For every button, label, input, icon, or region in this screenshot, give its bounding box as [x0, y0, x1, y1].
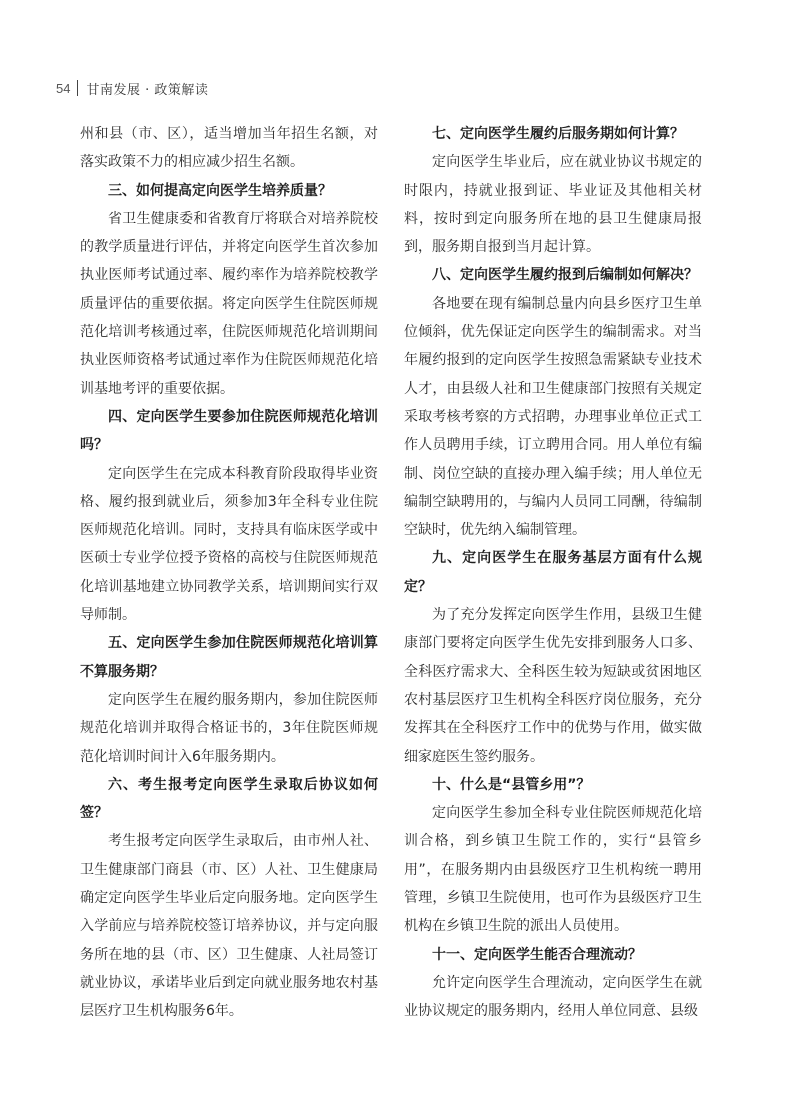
section-heading: 十、什么是“县管乡用”？ [432, 776, 591, 793]
paragraph: 定向医学生毕业后，应在就业协议书规定的时限内，持就业报到证、毕业证及其他相关材料，按时到定向服务所在地的县卫生健康局报到，服务期自报到当月起计算。 [404, 154, 702, 256]
header-divider [77, 80, 78, 96]
section-heading: 十一、定向医学生能否合理流动？ [432, 946, 642, 963]
paragraph: 定向医学生在履约服务期内，参加住院医师规范化培训并取得合格证书的，3年住院医师规范化培训时间计入6年服务期内。 [80, 691, 378, 765]
page-number: 54 [56, 80, 71, 96]
running-header [56, 78, 208, 98]
publication-title: 甘南发展 · 政策解读 [86, 82, 209, 98]
section-heading: 三、如何提高定向医学生培养质量？ [108, 182, 332, 199]
section-heading: 四、定向医学生要参加住院医师规范化培训吗？ [80, 408, 378, 454]
paragraph: 考生报考定向医学生录取后，由市州人社、卫生健康部门商县（市、区）人社、卫生健康局确定定向医学生毕业后定向服务地。定向医学生入学前应与培养院校签订培养协议，并与定向服务所在地的县（市、区）卫生健康、人社局签订就业协议，承诺毕业后到定向就业服务地农村基层医疗卫生机构服务6年。 [80, 833, 378, 1020]
paragraph: 各地要在现有编制总量内向县乡医疗卫生单位倾斜，优先保证定向医学生的编制需求。对当年履约报到的定向医学生按照急需紧缺专业技术人才，由县级人社和卫生健康部门按照有关规定采取考核考察的方式招聘，办理事业单位正式工作人员聘用手续，订立聘用合同。用人单位有编制、岗位空缺的直接办理入编手续；用人单位无编制空缺聘用的，与编内人员同工同酬，待编制空缺时，优先纳入编制管理。 [404, 295, 702, 539]
section-heading: 六、考生报考定向医学生录取后协议如何签？ [80, 776, 378, 822]
section-heading: 八、定向医学生履约报到后编制如何解决？ [432, 267, 698, 284]
paragraph: 省卫生健康委和省教育厅将联合对培养院校的教学质量进行评估，并将定向医学生首次参加执业医师考试通过率、履约率作为培养院校教学质量评估的重要依据。将定向医学生住院医师规范化培训考核通过率，住院医师规范化培训期间执业医师资格考试通过率作为住院医师规范化培训基地考评的重要依据。 [80, 210, 378, 397]
paragraph: 定向医学生在完成本科教育阶段取得毕业资格、履约报到就业后，须参加3年全科专业住院医师规范化培训。同时，支持具有临床医学或中医硕士专业学位授予资格的高校与住院医师规范化培训基地建立协同教学关系，培训期间实行双导师制。 [80, 465, 378, 624]
section-heading: 七、定向医学生履约后服务期如何计算？ [432, 126, 684, 142]
paragraph: 为了充分发挥定向医学生作用，县级卫生健康部门要将定向医学生优先安排到服务人口多、全科医疗需求大、全科医生较为短缺或贫困地区农村基层医疗卫生机构全科医疗岗位服务，充分发挥其在全科医疗工作中的优势与作用，做实做细家庭医生签约服务。 [404, 607, 702, 765]
right-column [404, 120, 702, 1026]
section-heading: 五、定向医学生参加住院医师规范化培训算不算服务期？ [80, 635, 378, 680]
paragraph: 州和县（市、区），适当增加当年招生名额，对落实政策不力的相应减少招生名额。 [80, 126, 378, 171]
paragraph: 定向医学生参加全科专业住院医师规范化培训合格，到乡镇卫生院工作的，实行“县管乡用”，在服务期内由县级医疗卫生机构统一聘用管理，乡镇卫生院使用，也可作为县级医疗卫生机构在乡镇卫生院的派出人员使用。 [404, 805, 702, 935]
left-column [80, 120, 378, 1026]
section-heading: 九、定向医学生在服务基层方面有什么规定？ [404, 550, 702, 595]
paragraph: 允许定向医学生合理流动，定向医学生在就业协议规定的服务期内，经用人单位同意、县级 [404, 974, 702, 1020]
